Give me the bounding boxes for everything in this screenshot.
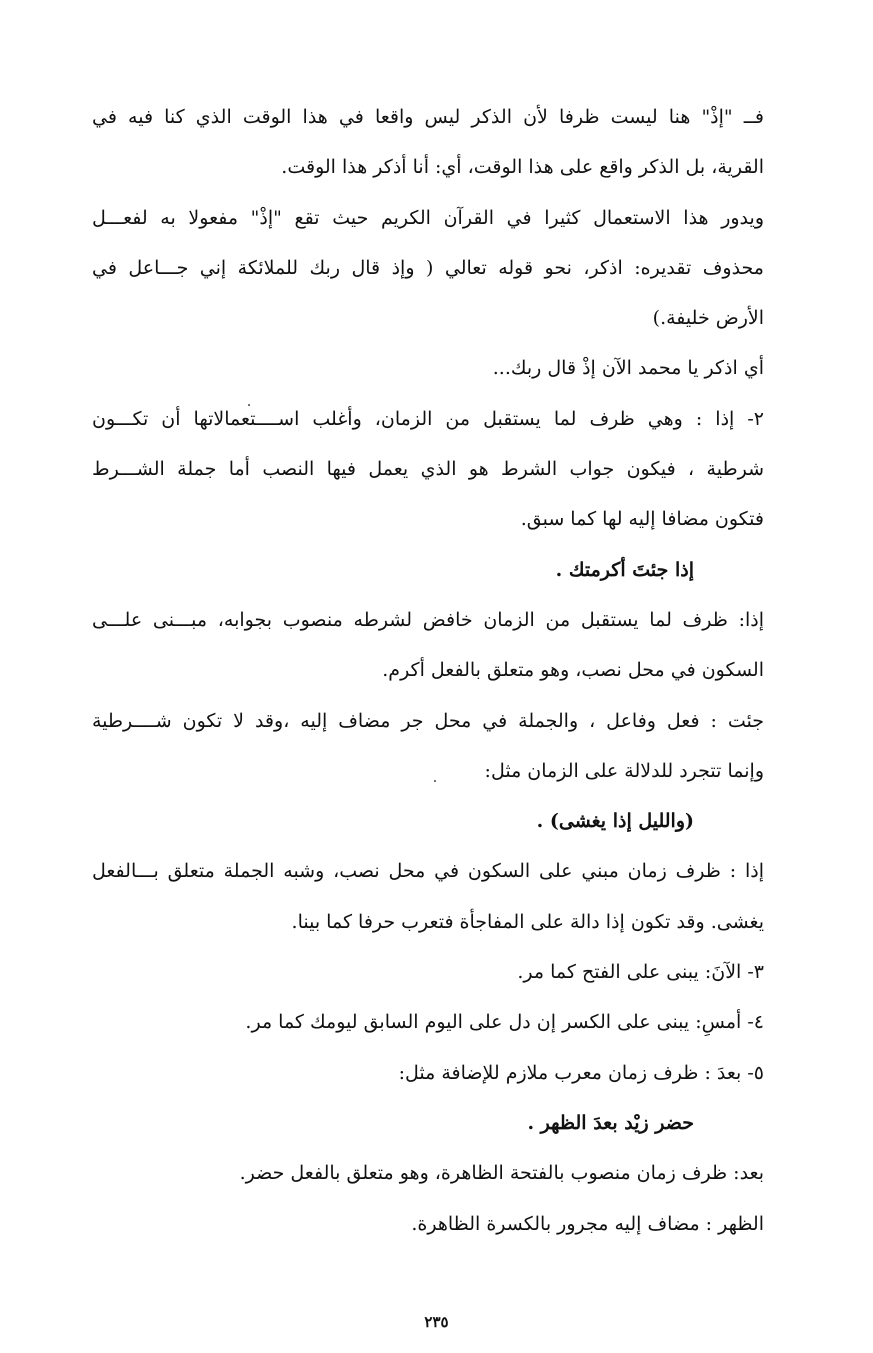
text-line: يغشى. وقد تكون إذا دالة على المفاجأة فتعرب حرفا كما بينا. (291, 910, 764, 933)
text-line: الظهر : مضاف إليه مجرور بالكسرة الظاهرة. (411, 1212, 764, 1235)
text-line: إذا : ظرف زمان مبني على السكون في محل نصب، وشبه الجملة متعلق بـــالفعل (92, 860, 764, 883)
text-line: القرية، بل الذكر واقع على هذا الوقت، أي: أنا أذكر هذا الوقت. (281, 156, 764, 179)
example-sentence: (والليل إذا يغشى) . (536, 810, 694, 833)
scan-speck (248, 404, 250, 406)
text-line: ٤- أمسِ: يبنى على الكسر إن دل على اليوم السابق ليومك كما مر. (245, 1011, 764, 1034)
text-line: ويدور هذا الاستعمال كثيرا في القرآن الكريم حيث تقع "إذْ" مفعولا به لفعـــل (92, 206, 764, 229)
example-sentence: إذا جئتَ أكرمتك . (555, 558, 694, 581)
page-number: ٢٣٥ (424, 1313, 449, 1331)
example-sentence: حضر زيْد بعدَ الظهر . (527, 1111, 694, 1134)
text-line: الأرض خليفة.) (652, 307, 764, 330)
text-line: وإنما تتجرد للدلالة على الزمان مثل: (484, 759, 764, 782)
page-body (92, 92, 764, 1249)
text-line: ٣- الآنَ: يبنى على الفتح كما مر. (517, 961, 764, 984)
text-line: جئت : فعل وفاعل ، والجملة في محل جر مضاف إليه ،وقد لا تكون شــــرطية (92, 709, 764, 732)
text-line: فتكون مضافا إليه لها كما سبق. (520, 508, 764, 531)
text-line: ٥- بعدَ : ظرف زمان معرب ملازم للإضافة مثل: (398, 1061, 764, 1084)
text-line: بعد: ظرف زمان منصوب بالفتحة الظاهرة، وهو متعلق بالفعل حضر. (239, 1162, 764, 1185)
text-line: إذا: ظرف لما يستقبل من الزمان خافض لشرطه منصوب بجوابه، مبـــنى علـــى (92, 608, 764, 631)
text-line: ٢- إذا : وهي ظرف لما يستقبل من الزمان، وأغلب اســــتعمالاتها أن تكـــون (92, 407, 764, 430)
text-line: فــ "إذْ" هنا ليست ظرفا لأن الذكر ليس واقعا في هذا الوقت الذي كنا فيه في (92, 106, 764, 128)
text-line: أي اذكر يا محمد الآن إذْ قال ربك... (492, 357, 764, 380)
text-line: السكون في محل نصب، وهو متعلق بالفعل أكرم. (382, 659, 764, 682)
text-line: محذوف تقديره: اذكر، نحو قوله تعالي ( وإذ قال ربك للملائكة إني جـــاعل في (92, 256, 764, 279)
scan-speck (434, 780, 436, 782)
text-line: شرطية ، فيكون جواب الشرط هو الذي يعمل فيها النصب أما جملة الشـــرط (92, 458, 764, 481)
